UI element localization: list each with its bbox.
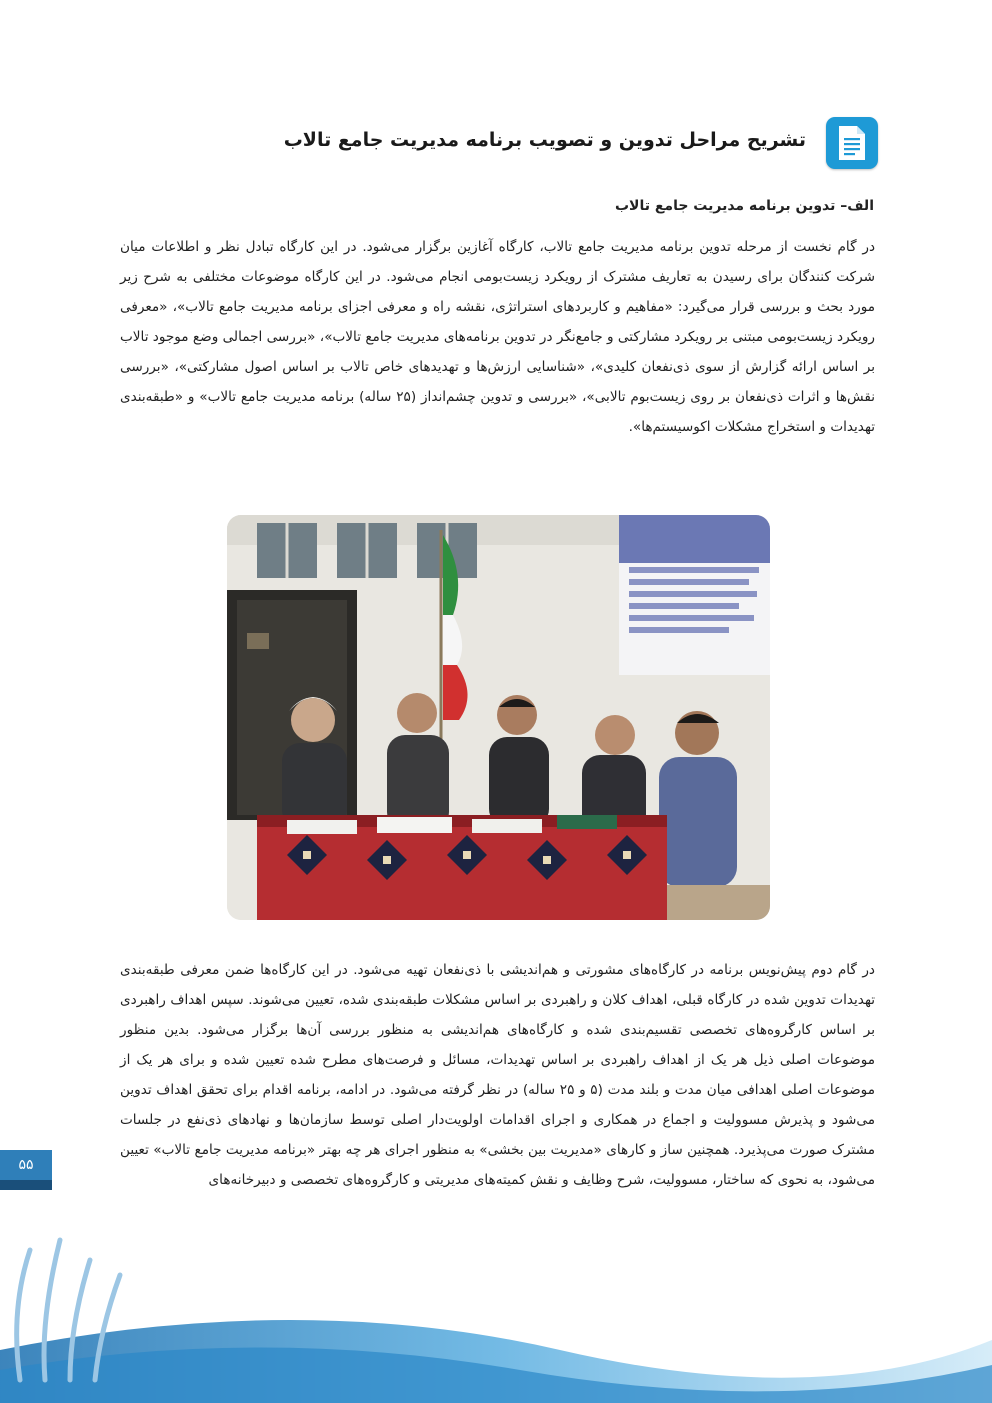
paragraph-2: در گام دوم پیش‌نویس برنامه در کارگاه‌های مشورتی و هم‌اندیشی با ذی‌نفعان تهیه می‌شود. در این کارگاه‌ها ضمن معرفی طبقه‌بندی تهدیدات تدوین شده در کارگاه قبلی، اهداف کلان و راهبردی بر اساس مشکلات طبقه‌بندی شده، تعیین می‌شوند. سپس اهداف راهبردی بر اساس کارگروه‌های تخصصی تقسیم‌بندی شده و کارگاه‌های هم‌اندیشی به منظور بررسی آن‌ها برگزار می‌شود. بدین منظور موضوعات اصلی ذیل هر یک از اهداف راهبردی بر اساس تهدیدات، مسائل و فرصت‌های مطرح شده تعیین شده و برای هر یک از موضوعات اصلی اهدافی میان مدت و بلند مدت (۵ و ۲۵ ساله) در نظر گرفته می‌شود. در ادامه، برنامه اقدام برای تحقق اهداف تدوین می‌شود و پذیرش مسوولیت و اجماع در همکاری و اجرای اقدامات اولویت‌دار اصلی توسط سازمان‌ها و نهادهای ذی‌نفع در جلسات مشترک صورت می‌پذیرد. همچنین ساز و کارهای «مدیریت بین بخشی» به منظور اجرای هر چه بهتر «برنامه مدیریت جامع تالاب» تعیین می‌شود، به نحوی که ساختار، مسوولیت، شرح وظایف و نقش کمیته‌های مدیریتی و کارگروه‌های تخصصی و دبیرخانه‌های	[120, 962, 875, 1188]
meeting-photo	[227, 515, 770, 920]
section-title: تشریح مراحل تدوین و تصویب برنامه مدیریت جامع تالاب	[283, 129, 806, 151]
section-header	[120, 117, 878, 171]
page-number-tail	[0, 1180, 52, 1190]
paragraph-1: در گام نخست از مرحله تدوین برنامه مدیریت جامع تالاب، کارگاه آغازین برگزار می‌شود. در این کارگاه تبادل نظر و اطلاعات میان شرکت کنندگان برای رسیدن به تعاریف مشترک از رویکرد زیست‌بومی انجام می‌شود. در این کارگاه موضوعات مختلفی به شرح زیر مورد بحث و بررسی قرار می‌گیرد: «مفاهیم و کاربردهای استراتژی، نقشه راه و معرفی اجزای برنامه مدیریت جامع تالاب»، «معرفی رویکرد زیست‌بومی مبتنی بر رویکرد مشارکتی و جامع‌نگر در تدوین برنامه‌های مدیریت جامع تالاب»، «بررسی اجمالی وضع موجود تالاب بر اساس ارائه گزارش از سوی ذی‌نفعان کلیدی»، «شناسایی ارزش‌ها و تهدیدهای خاص تالاب بر اساس اصول مشارکتی»، «بررسی نقش‌ها و اثرات ذی‌نفعان بر روی زیست‌بوم تالابی»، «بررسی و تدوین چشم‌انداز (۲۵ ساله) برنامه مدیریت جامع تالاب» و «طبقه‌بندی تهدیدات و استخراج مشکلات اکوسیستم‌ها».	[120, 239, 876, 435]
subheading: الف– تدوین برنامه مدیریت جامع تالاب	[614, 198, 874, 214]
page-number: ۵۵	[0, 1150, 52, 1188]
footer-wave-decoration	[0, 1230, 992, 1403]
document-icon	[826, 117, 878, 169]
